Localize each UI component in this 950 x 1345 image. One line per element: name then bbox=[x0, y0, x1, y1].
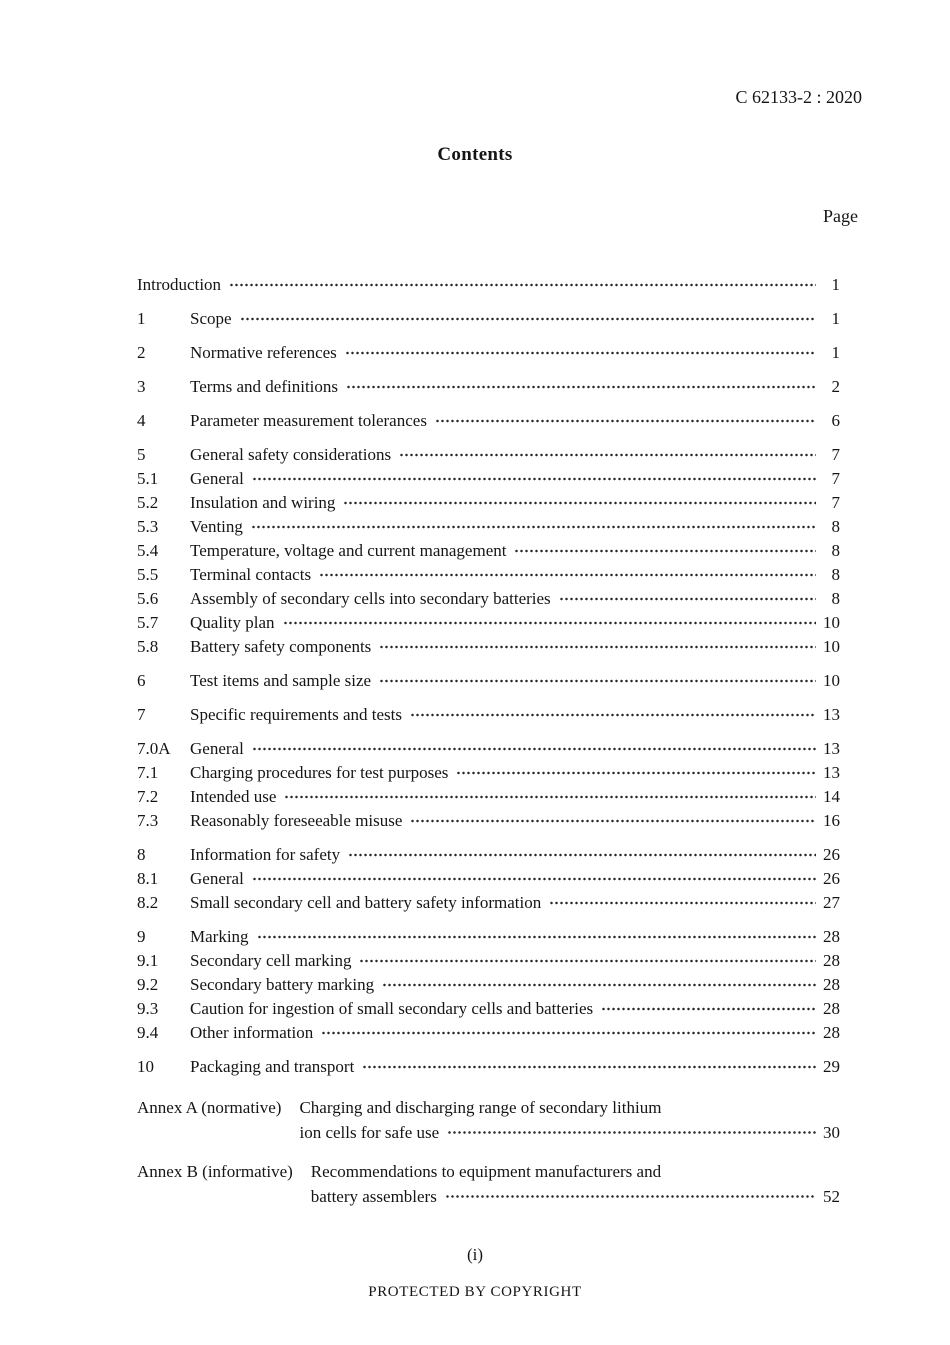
toc-entry-title: Secondary battery marking bbox=[190, 975, 375, 994]
toc-entry-title: General bbox=[190, 869, 244, 888]
annex-title-line1: Charging and discharging range of secondary lithium bbox=[299, 1098, 662, 1117]
toc-entry-page: 8 bbox=[831, 565, 840, 584]
toc-entry-title: Other information bbox=[190, 1023, 314, 1042]
toc-entry-page: 1 bbox=[831, 343, 840, 362]
toc-entry bbox=[137, 635, 840, 659]
toc-entry bbox=[137, 341, 840, 365]
toc-entry-page: 13 bbox=[823, 763, 840, 782]
toc-entry bbox=[137, 273, 840, 297]
toc-group bbox=[137, 703, 840, 727]
toc-entry bbox=[137, 891, 840, 915]
leader-dots bbox=[283, 785, 816, 809]
toc-entry-title: Charging procedures for test purposes bbox=[190, 763, 449, 782]
toc-groups bbox=[137, 273, 840, 1079]
toc-entry-number: 9.2 bbox=[137, 975, 159, 994]
toc-entry bbox=[137, 587, 840, 611]
leader-dots bbox=[600, 997, 816, 1021]
leader-dots bbox=[320, 1021, 816, 1045]
toc-entry bbox=[137, 443, 840, 467]
toc-entry bbox=[137, 925, 840, 949]
toc-entry-page: 10 bbox=[823, 613, 840, 632]
toc-entry-page: 28 bbox=[823, 1023, 840, 1042]
toc-entry-page: 1 bbox=[831, 309, 840, 328]
toc-entry-page: 7 bbox=[831, 469, 840, 488]
toc-entry-number: 8.2 bbox=[137, 893, 159, 912]
toc-entry-page: 26 bbox=[823, 869, 840, 888]
leader-dots bbox=[342, 491, 816, 515]
toc-entry-page: 8 bbox=[831, 517, 840, 536]
toc-group bbox=[137, 669, 840, 693]
annex-title bbox=[311, 1159, 840, 1209]
toc-entry-title: General bbox=[190, 469, 244, 488]
toc-entry-number: 6 bbox=[137, 671, 146, 690]
toc-entry-page: 29 bbox=[823, 1057, 840, 1076]
annex-title-line1: Recommendations to equipment manufacturers and bbox=[310, 1162, 662, 1181]
toc-entry bbox=[137, 843, 840, 867]
toc-entry-title: Reasonably foreseeable misuse bbox=[190, 811, 403, 830]
toc-entry-page: 6 bbox=[831, 411, 840, 430]
toc-entry bbox=[137, 809, 840, 833]
toc-entry-number: 10 bbox=[137, 1057, 154, 1076]
toc-entry-page: 26 bbox=[823, 845, 840, 864]
toc-entry-title: Scope bbox=[190, 309, 232, 328]
contents-title: Contents bbox=[437, 144, 513, 165]
leader-dots bbox=[228, 273, 816, 297]
toc-entry-number: 5.7 bbox=[137, 613, 159, 632]
toc-entry-title: Packaging and transport bbox=[190, 1057, 355, 1076]
leader-dots bbox=[239, 307, 816, 331]
toc-entry-title: Battery safety components bbox=[190, 637, 372, 656]
annex-title-line2: battery assemblers bbox=[310, 1187, 437, 1206]
toc-group bbox=[137, 341, 840, 365]
annex-title-line2-row bbox=[299, 1120, 840, 1145]
toc-entry-page: 27 bbox=[823, 893, 840, 912]
toc-entry-page: 13 bbox=[823, 739, 840, 758]
annex-page: 52 bbox=[823, 1187, 840, 1206]
leader-dots bbox=[282, 611, 816, 635]
toc-entry-number: 5.4 bbox=[137, 541, 159, 560]
toc-entry-page: 7 bbox=[831, 445, 840, 464]
annex-title bbox=[299, 1095, 840, 1145]
leader-dots bbox=[250, 515, 816, 539]
toc-entry-number: 7.1 bbox=[137, 763, 159, 782]
toc-entry-title: Temperature, voltage and current management bbox=[190, 541, 507, 560]
toc-entry-page: 7 bbox=[831, 493, 840, 512]
toc-entry bbox=[137, 515, 840, 539]
toc-entry-title: Intended use bbox=[190, 787, 277, 806]
toc-entry-number: 7.0A bbox=[137, 739, 171, 758]
toc-entry-page: 28 bbox=[823, 927, 840, 946]
toc-entry-number: 9.4 bbox=[137, 1023, 159, 1042]
leader-dots bbox=[455, 761, 816, 785]
leader-dots bbox=[256, 925, 816, 949]
toc-entry-title: Specific requirements and tests bbox=[190, 705, 402, 724]
toc-entry-number: 9.1 bbox=[137, 951, 159, 970]
toc-group bbox=[137, 375, 840, 399]
leader-dots bbox=[409, 809, 816, 833]
leader-dots bbox=[344, 341, 816, 365]
toc-entry-number: 3 bbox=[137, 377, 146, 396]
toc-group bbox=[137, 925, 840, 1045]
leader-dots bbox=[251, 467, 816, 491]
toc-entry-page: 16 bbox=[823, 811, 840, 830]
leader-dots bbox=[434, 409, 816, 433]
toc-group bbox=[137, 843, 840, 915]
toc-entry bbox=[137, 491, 840, 515]
toc-entry bbox=[137, 563, 840, 587]
leader-dots bbox=[446, 1120, 816, 1145]
toc-entry-page: 8 bbox=[831, 541, 840, 560]
document-code: C 62133-2 : 2020 bbox=[735, 87, 862, 107]
toc-entry-page: 2 bbox=[831, 377, 840, 396]
toc-group bbox=[137, 307, 840, 331]
leader-dots bbox=[398, 443, 816, 467]
annex-list bbox=[137, 1095, 840, 1209]
page-column-label: Page bbox=[823, 206, 858, 226]
toc-entry-number: 8.1 bbox=[137, 869, 159, 888]
toc-entry-number: 5.2 bbox=[137, 493, 159, 512]
toc-entry-title: General safety considerations bbox=[190, 445, 392, 464]
toc-entry-number: 7.2 bbox=[137, 787, 159, 806]
toc-entry bbox=[137, 997, 840, 1021]
toc-entry bbox=[137, 973, 840, 997]
toc-entry-title: Test items and sample size bbox=[190, 671, 372, 690]
footer-page-number: (i) bbox=[466, 1245, 484, 1264]
leader-dots bbox=[361, 1055, 816, 1079]
toc-entry-number: 7 bbox=[137, 705, 146, 724]
toc-entry-number: 5.3 bbox=[137, 517, 159, 536]
toc-entry-number: 9 bbox=[137, 927, 146, 946]
toc-entry bbox=[137, 611, 840, 635]
toc-entry bbox=[137, 409, 840, 433]
toc-entry-page: 14 bbox=[823, 787, 840, 806]
toc-entry-number: 7.3 bbox=[137, 811, 159, 830]
toc-entry-page: 28 bbox=[823, 999, 840, 1018]
toc-entry-title: Caution for ingestion of small secondary cells and batteries bbox=[190, 999, 594, 1018]
toc-entry-number: 5.8 bbox=[137, 637, 159, 656]
toc-entry bbox=[137, 1055, 840, 1079]
toc-entry-page: 28 bbox=[823, 951, 840, 970]
leader-dots bbox=[251, 867, 816, 891]
toc-entry bbox=[137, 467, 840, 491]
leader-dots bbox=[378, 635, 816, 659]
toc-entry-title: Marking bbox=[190, 927, 249, 946]
toc-entry-title: Secondary cell marking bbox=[190, 951, 352, 970]
leader-dots bbox=[513, 539, 816, 563]
toc-entry-page: 13 bbox=[823, 705, 840, 724]
toc-entry bbox=[137, 785, 840, 809]
toc-entry-title: Information for safety bbox=[190, 845, 341, 864]
toc-entry bbox=[137, 1021, 840, 1045]
leader-dots bbox=[251, 737, 816, 761]
annex-title-line2-row bbox=[311, 1184, 840, 1209]
toc-entry-page: 8 bbox=[831, 589, 840, 608]
toc-entry bbox=[137, 867, 840, 891]
leader-dots bbox=[548, 891, 816, 915]
toc-entry-page: 1 bbox=[831, 275, 840, 294]
toc-entry bbox=[137, 737, 840, 761]
leader-dots bbox=[378, 669, 816, 693]
toc-entry-title: Terms and definitions bbox=[190, 377, 339, 396]
toc-entry-number: 1 bbox=[137, 309, 146, 328]
annex-label: Annex A (normative) bbox=[137, 1098, 282, 1117]
annex-label: Annex B (informative) bbox=[137, 1162, 293, 1181]
leader-dots bbox=[558, 587, 816, 611]
toc-entry bbox=[137, 669, 840, 693]
toc-entry-page: 28 bbox=[823, 975, 840, 994]
toc-group bbox=[137, 409, 840, 433]
leader-dots bbox=[347, 843, 816, 867]
toc-entry-page: 10 bbox=[823, 637, 840, 656]
toc-entry bbox=[137, 761, 840, 785]
leader-dots bbox=[381, 973, 816, 997]
toc-entry-number: 9.3 bbox=[137, 999, 159, 1018]
toc-entry-number: 8 bbox=[137, 845, 146, 864]
toc-group bbox=[137, 737, 840, 833]
toc-entry-number: 5.1 bbox=[137, 469, 159, 488]
toc-entry-title: Assembly of secondary cells into secondary batteries bbox=[190, 589, 551, 608]
toc-entry-title: Venting bbox=[190, 517, 243, 536]
leader-dots bbox=[358, 949, 816, 973]
toc-entry-title: General bbox=[190, 739, 244, 758]
copyright-notice: PROTECTED BY COPYRIGHT bbox=[368, 1284, 582, 1300]
annex-entry bbox=[137, 1159, 840, 1209]
leader-dots bbox=[318, 563, 816, 587]
toc-entry-title: Normative references bbox=[190, 343, 337, 362]
toc-entry-number: 5.5 bbox=[137, 565, 159, 584]
toc-entry-title: Insulation and wiring bbox=[190, 493, 336, 512]
toc-entry bbox=[137, 307, 840, 331]
toc-entry-title: Introduction bbox=[137, 275, 222, 294]
toc-group bbox=[137, 443, 840, 659]
toc-entry-number: 4 bbox=[137, 411, 146, 430]
toc-entry bbox=[137, 949, 840, 973]
annex-entry bbox=[137, 1095, 840, 1145]
toc-entry-title: Quality plan bbox=[190, 613, 275, 632]
leader-dots bbox=[409, 703, 816, 727]
toc-entry-title: Terminal contacts bbox=[190, 565, 312, 584]
leader-dots bbox=[345, 375, 816, 399]
table-of-contents bbox=[137, 273, 840, 1209]
toc-group bbox=[137, 1055, 840, 1079]
toc-entry-title: Parameter measurement tolerances bbox=[190, 411, 427, 430]
annex-title-line2: ion cells for safe use bbox=[299, 1123, 440, 1142]
toc-group bbox=[137, 273, 840, 297]
toc-entry-number: 2 bbox=[137, 343, 146, 362]
toc-entry bbox=[137, 539, 840, 563]
toc-entry-number: 5 bbox=[137, 445, 146, 464]
toc-entry-page: 10 bbox=[823, 671, 840, 690]
toc-entry bbox=[137, 375, 840, 399]
toc-entry-title: Small secondary cell and battery safety information bbox=[190, 893, 542, 912]
annex-page: 30 bbox=[823, 1123, 840, 1142]
toc-entry-number: 5.6 bbox=[137, 589, 159, 608]
leader-dots bbox=[444, 1184, 816, 1209]
toc-entry bbox=[137, 703, 840, 727]
